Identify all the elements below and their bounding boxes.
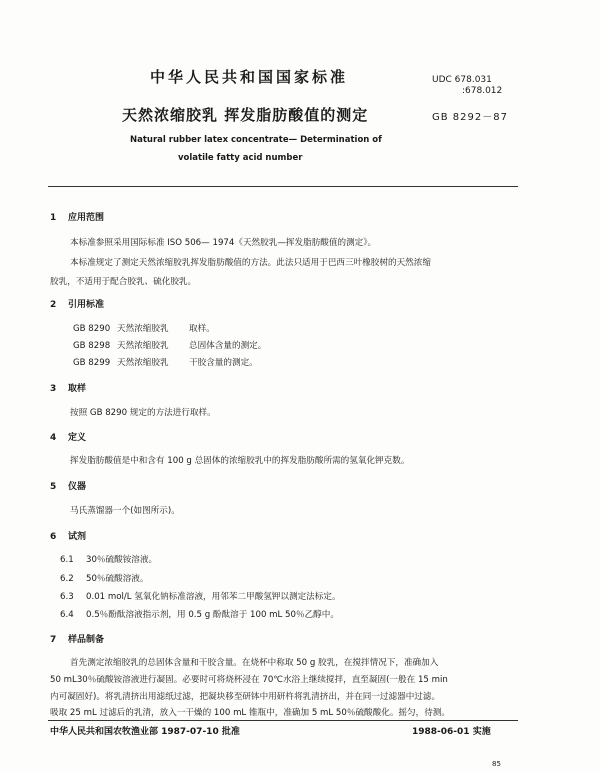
reference-item: GB 8299 天然浓缩胶乳 干胶含量的测定。: [73, 358, 258, 368]
section-3-para: 按照 GB 8290 规定的方法进行取样。: [70, 408, 216, 418]
section-1-heading: 1 应用范围: [50, 213, 105, 223]
reagent-item: 6.1 30％硫酸铵溶液。: [60, 555, 158, 565]
english-title-line2: volatile fatty acid number: [178, 153, 303, 163]
gb-number: GB 8292－87: [432, 112, 508, 123]
section-7-line-4: 吸取 25 mL 过滤后的乳清，放入一干燥的 100 mL 锥瓶中，准确加 5 mL 50％硫酸酸化。摇匀，待测。: [50, 708, 450, 718]
section-7-heading: 7 样品制备: [50, 635, 105, 645]
standard-org-title: 中华人民共和国国家标准: [150, 68, 349, 86]
reagent-item: 6.3 0.01 mol/L 氢氧化钠标准溶液，用邻苯二甲酸氢钾以测定法标定。: [60, 592, 341, 602]
effective-date: 1988-06-01 实施: [412, 727, 491, 737]
approval-info: 中华人民共和国农牧渔业部 1987-07-10 批准: [50, 727, 240, 737]
udc-code-sub: :678.012: [462, 86, 503, 96]
section-7-line-1: 首先测定浓缩胶乳的总固体含量和干胶含量。在烧杯中称取 50 g 胶乳，在搅拌情况下，准确加入: [70, 658, 439, 668]
udc-code: UDC 678.031: [432, 75, 492, 85]
section-2-heading: 2 引用标准: [50, 300, 105, 310]
section-5-heading: 5 仪器: [50, 482, 87, 492]
section-3-heading: 3 取样: [50, 384, 87, 394]
reagent-item: 6.4 0.5％酚酞溶液指示剂，用 0.5 g 酚酞溶于 100 mL 50％乙醇中。: [60, 610, 339, 620]
reference-item: GB 8290 天然浓缩胶乳 取样。: [73, 324, 215, 334]
section-7-line-3: 内可凝固好)。将乳清挤出用滤纸过滤，把凝块移至研钵中用研杵将乳清挤出，并在同一过滤器中过滤。: [50, 692, 441, 702]
section-5-para: 马氏蒸馏器一个(如图所示)。: [70, 506, 180, 516]
section-4-para: 挥发脂肪酸值是中和含有 100 g 总固体的浓缩胶乳中的挥发脂肪酸所需的氢氧化钾克数。: [70, 456, 410, 466]
section-1-para-2-cont: 胶乳，不适用于配合胶乳、硫化胶乳。: [50, 277, 197, 287]
footer-divider: [48, 720, 518, 721]
section-1-para-2: 本标准规定了测定天然浓缩胶乳挥发脂肪酸值的方法。此法只适用于巴西三叶橡胶树的天然浓缩: [70, 258, 431, 268]
section-7-line-2: 50 mL30％硫酸铵溶液进行凝固。必要时可将烧杯浸在 70℃水浴上继续搅拌，直至凝固(一般在 15 min: [50, 675, 448, 685]
section-1-para-1: 本标准参照采用国际标准 ISO 506— 1974《天然胶乳—挥发脂肪酸值的测定》。: [70, 238, 377, 248]
page-number: 85: [492, 760, 501, 768]
reference-item: GB 8298 天然浓缩胶乳 总固体含量的测定。: [73, 341, 267, 351]
english-title-line1: Natural rubber latex concentrate— Determination of: [130, 135, 382, 145]
reagent-item: 6.2 50％硫酸溶液。: [60, 574, 149, 584]
section-4-heading: 4 定义: [50, 433, 87, 443]
header-divider: [48, 186, 518, 187]
section-6-heading: 6 试剂: [50, 532, 87, 542]
document-title: 天然浓缩胶乳 挥发脂肪酸值的测定: [122, 106, 369, 124]
